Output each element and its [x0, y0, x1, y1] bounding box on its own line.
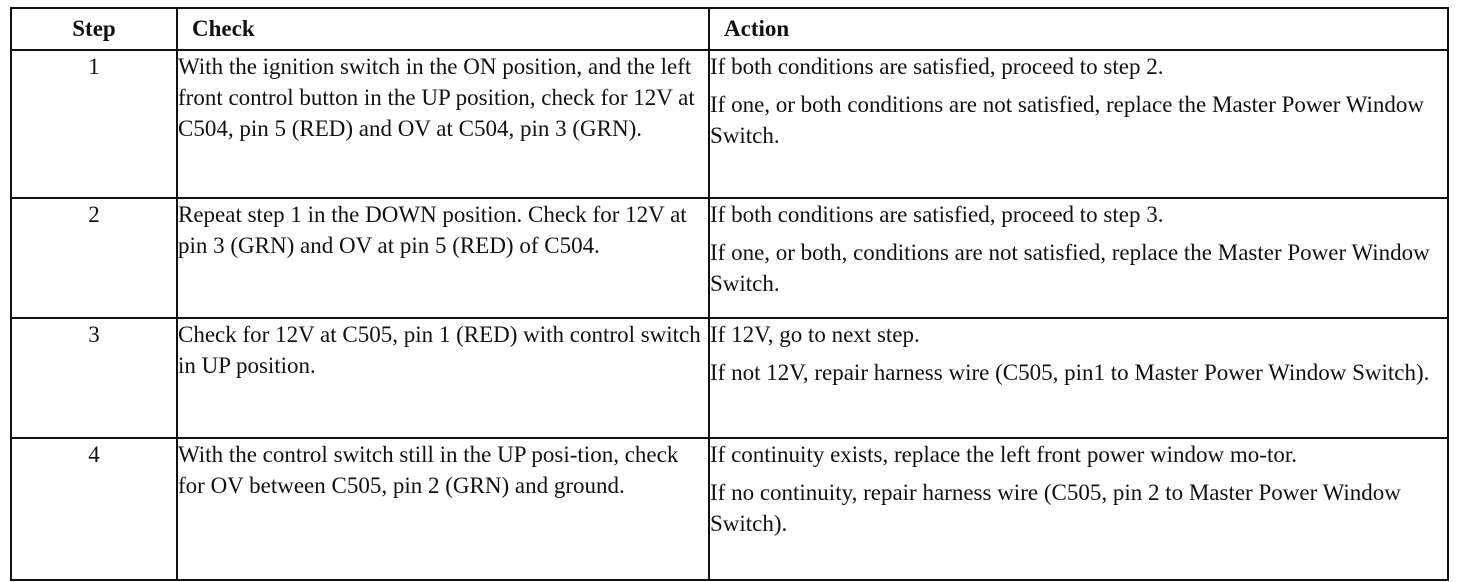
step-number: 1 — [11, 50, 177, 198]
table-row — [11, 318, 1448, 438]
action-cell — [709, 318, 1448, 438]
header-action: Action — [709, 8, 1448, 50]
table-row — [11, 198, 1448, 318]
check-text: With the control switch still in the UP posi-tion, check for OV between C505, pin 2 (GRN) and ground. — [177, 438, 709, 580]
check-text: With the ignition switch in the ON position, and the left front control button in the UP position, check for 12V at C504, pin 5 (RED) and OV at C504, pin 3 (GRN). — [177, 50, 709, 198]
step-number: 3 — [11, 318, 177, 438]
step-number: 4 — [11, 438, 177, 580]
action-cell — [709, 438, 1448, 580]
action-cell — [709, 50, 1448, 198]
header-step: Step — [11, 8, 177, 50]
action-text: If one, or both conditions are not satisfied, replace the Master Power Window Switch. — [710, 92, 1425, 148]
action-text: If no continuity, repair harness wire (C505, pin 2 to Master Power Window Switch). — [710, 480, 1401, 536]
action-text: If continuity exists, replace the left front power window mo-tor. — [710, 442, 1297, 467]
action-text: If 12V, go to next step. — [710, 322, 920, 347]
diagnostic-procedure-table — [10, 7, 1449, 581]
table-row — [11, 50, 1448, 198]
table-header-row — [11, 8, 1448, 50]
check-text: Check for 12V at C505, pin 1 (RED) with control switch in UP position. — [177, 318, 709, 438]
action-text: If both conditions are satisfied, proceed to step 3. — [710, 202, 1164, 227]
table-row — [11, 438, 1448, 580]
action-text: If both conditions are satisfied, proceed to step 2. — [710, 54, 1164, 79]
action-cell — [709, 198, 1448, 318]
check-text: Repeat step 1 in the DOWN position. Check for 12V at pin 3 (GRN) and OV at pin 5 (RED) of C504. — [177, 198, 709, 318]
action-text: If one, or both, conditions are not satisfied, replace the Master Power Window Switch. — [710, 240, 1430, 296]
action-text: If not 12V, repair harness wire (C505, pin1 to Master Power Window Switch). — [710, 360, 1430, 385]
header-check: Check — [177, 8, 709, 50]
step-number: 2 — [11, 198, 177, 318]
